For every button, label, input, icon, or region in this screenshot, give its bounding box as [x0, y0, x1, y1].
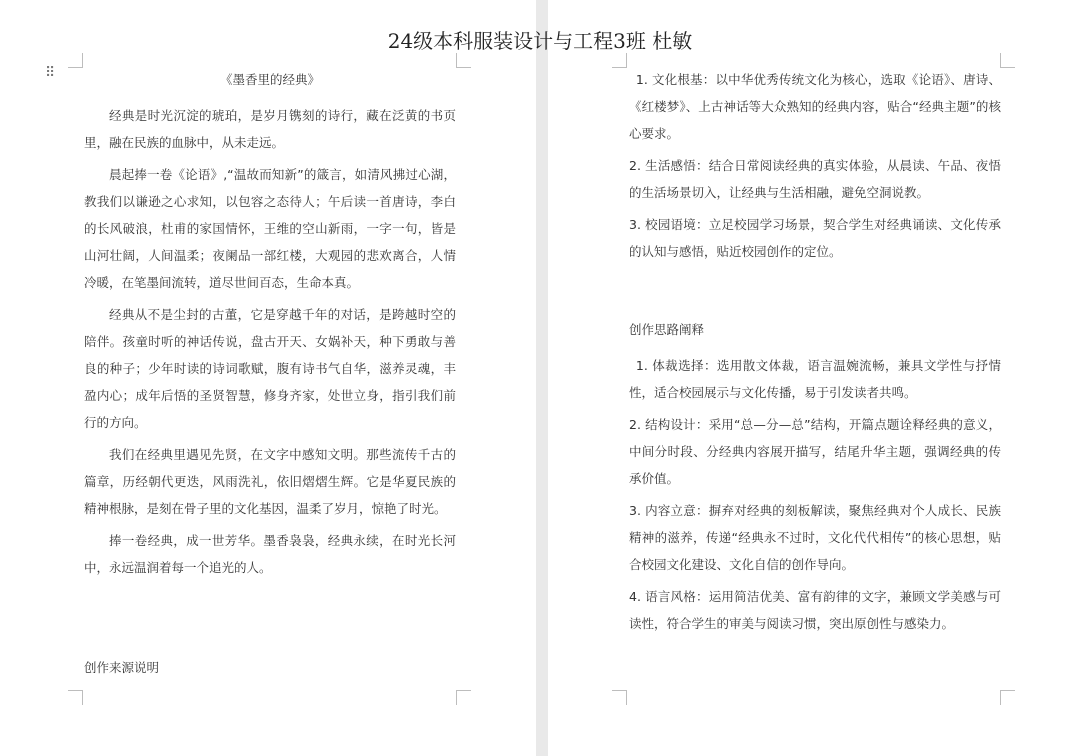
margin-corner-mark	[456, 690, 471, 705]
source-list	[629, 66, 1001, 270]
drag-handle-icon[interactable]: ⠿	[45, 65, 58, 81]
poem-paragraph: 晨起捧一卷《论语》,“温故而知新”的箴言，如清风拂过心湖，教我们以谦逊之心求知，以包容之态待人；午后读一首唐诗，李白的长风破浪，杜甫的家国情怀，王维的空山新雨，一字一句，皆是山河壮阔，人间温柔；夜阑品一部红楼，大观园的悲欢离合，人情冷暖，在笔墨间流转，道尽世间百态，生命本真。	[84, 167, 456, 290]
poem-paragraph: 捧一卷经典，成一世芳华。墨香袅袅，经典永续，在时光长河中，永远温润着每一个追光的人。	[84, 533, 456, 575]
poem-paragraph: 我们在经典里遇见先贤，在文字中感知文明。那些流传千古的篇章，历经朝代更迭，风雨洗礼，依旧熠熠生辉。它是华夏民族的精神根脉，是刻在骨子里的文化基因，温柔了岁月，惊艳了时光。	[84, 447, 456, 516]
poem-title: 《墨香里的经典》	[219, 72, 320, 87]
concept-item: 1. 体裁选择：选用散文体裁，语言温婉流畅，兼具文学性与抒情性，适合校园展示与文化传播，易于引发读者共鸣。	[629, 358, 1001, 400]
margin-corner-mark	[1000, 690, 1015, 705]
concept-item: 2. 结构设计：采用“总—分—总”结构，开篇点题诠释经典的意义，中间分时段、分经典内容展开描写，结尾升华主题，强调经典的传承价值。	[629, 417, 1001, 486]
source-item: 2. 生活感悟：结合日常阅读经典的真实体验，从晨读、午品、夜悟的生活场景切入，让经典与生活相融，避免空洞说教。	[629, 158, 1001, 200]
poem-body	[84, 102, 456, 586]
poem-paragraph: 经典是时光沉淀的琥珀，是岁月镌刻的诗行，藏在泛黄的书页里，融在民族的血脉中，从未走远。	[84, 108, 456, 150]
concept-item: 4. 语言风格：运用简洁优美、富有韵律的文字，兼顾文学美感与可读性，符合学生的审美与阅读习惯，突出原创性与感染力。	[629, 589, 1001, 631]
concept-item: 3. 内容立意：摒弃对经典的刻板解读，聚焦经典对个人成长、民族精神的滋养，传递“经典永不过时，文化代代相传”的核心思想，贴合校园文化建设、文化自信的创作导向。	[629, 503, 1001, 572]
margin-corner-mark	[68, 690, 83, 705]
concept-list	[629, 352, 1001, 642]
margin-corner-mark	[456, 53, 471, 68]
page-gutter	[536, 0, 548, 756]
source-heading: 创作来源说明	[84, 660, 160, 675]
concept-heading: 创作思路阐释	[629, 322, 705, 337]
source-item: 3. 校园语境：立足校园学习场景，契合学生对经典诵读、文化传承的认知与感悟，贴近校园创作的定位。	[629, 217, 1001, 259]
source-item: 1. 文化根基：以中华优秀传统文化为核心，选取《论语》、唐诗、《红楼梦》、上古神话等大众熟知的经典内容，贴合“经典主题”的核心要求。	[629, 72, 1001, 141]
poem-paragraph: 经典从不是尘封的古董，它是穿越千年的对话，是跨越时空的陪伴。孩童时听的神话传说，盘古开天、女娲补天，种下勇敢与善良的种子；少年时读的诗词歌赋，腹有诗书气自华，滋养灵魂，丰盈内心；成年后悟的圣贤智慧，修身齐家，处世立身，指引我们前行的方向。	[84, 307, 456, 430]
overlay-title: 24级本科服装设计与工程3班 杜敏	[387, 29, 693, 53]
margin-corner-mark	[68, 53, 83, 68]
margin-corner-mark	[612, 53, 627, 68]
margin-corner-mark	[612, 690, 627, 705]
margin-corner-mark	[1000, 53, 1015, 68]
